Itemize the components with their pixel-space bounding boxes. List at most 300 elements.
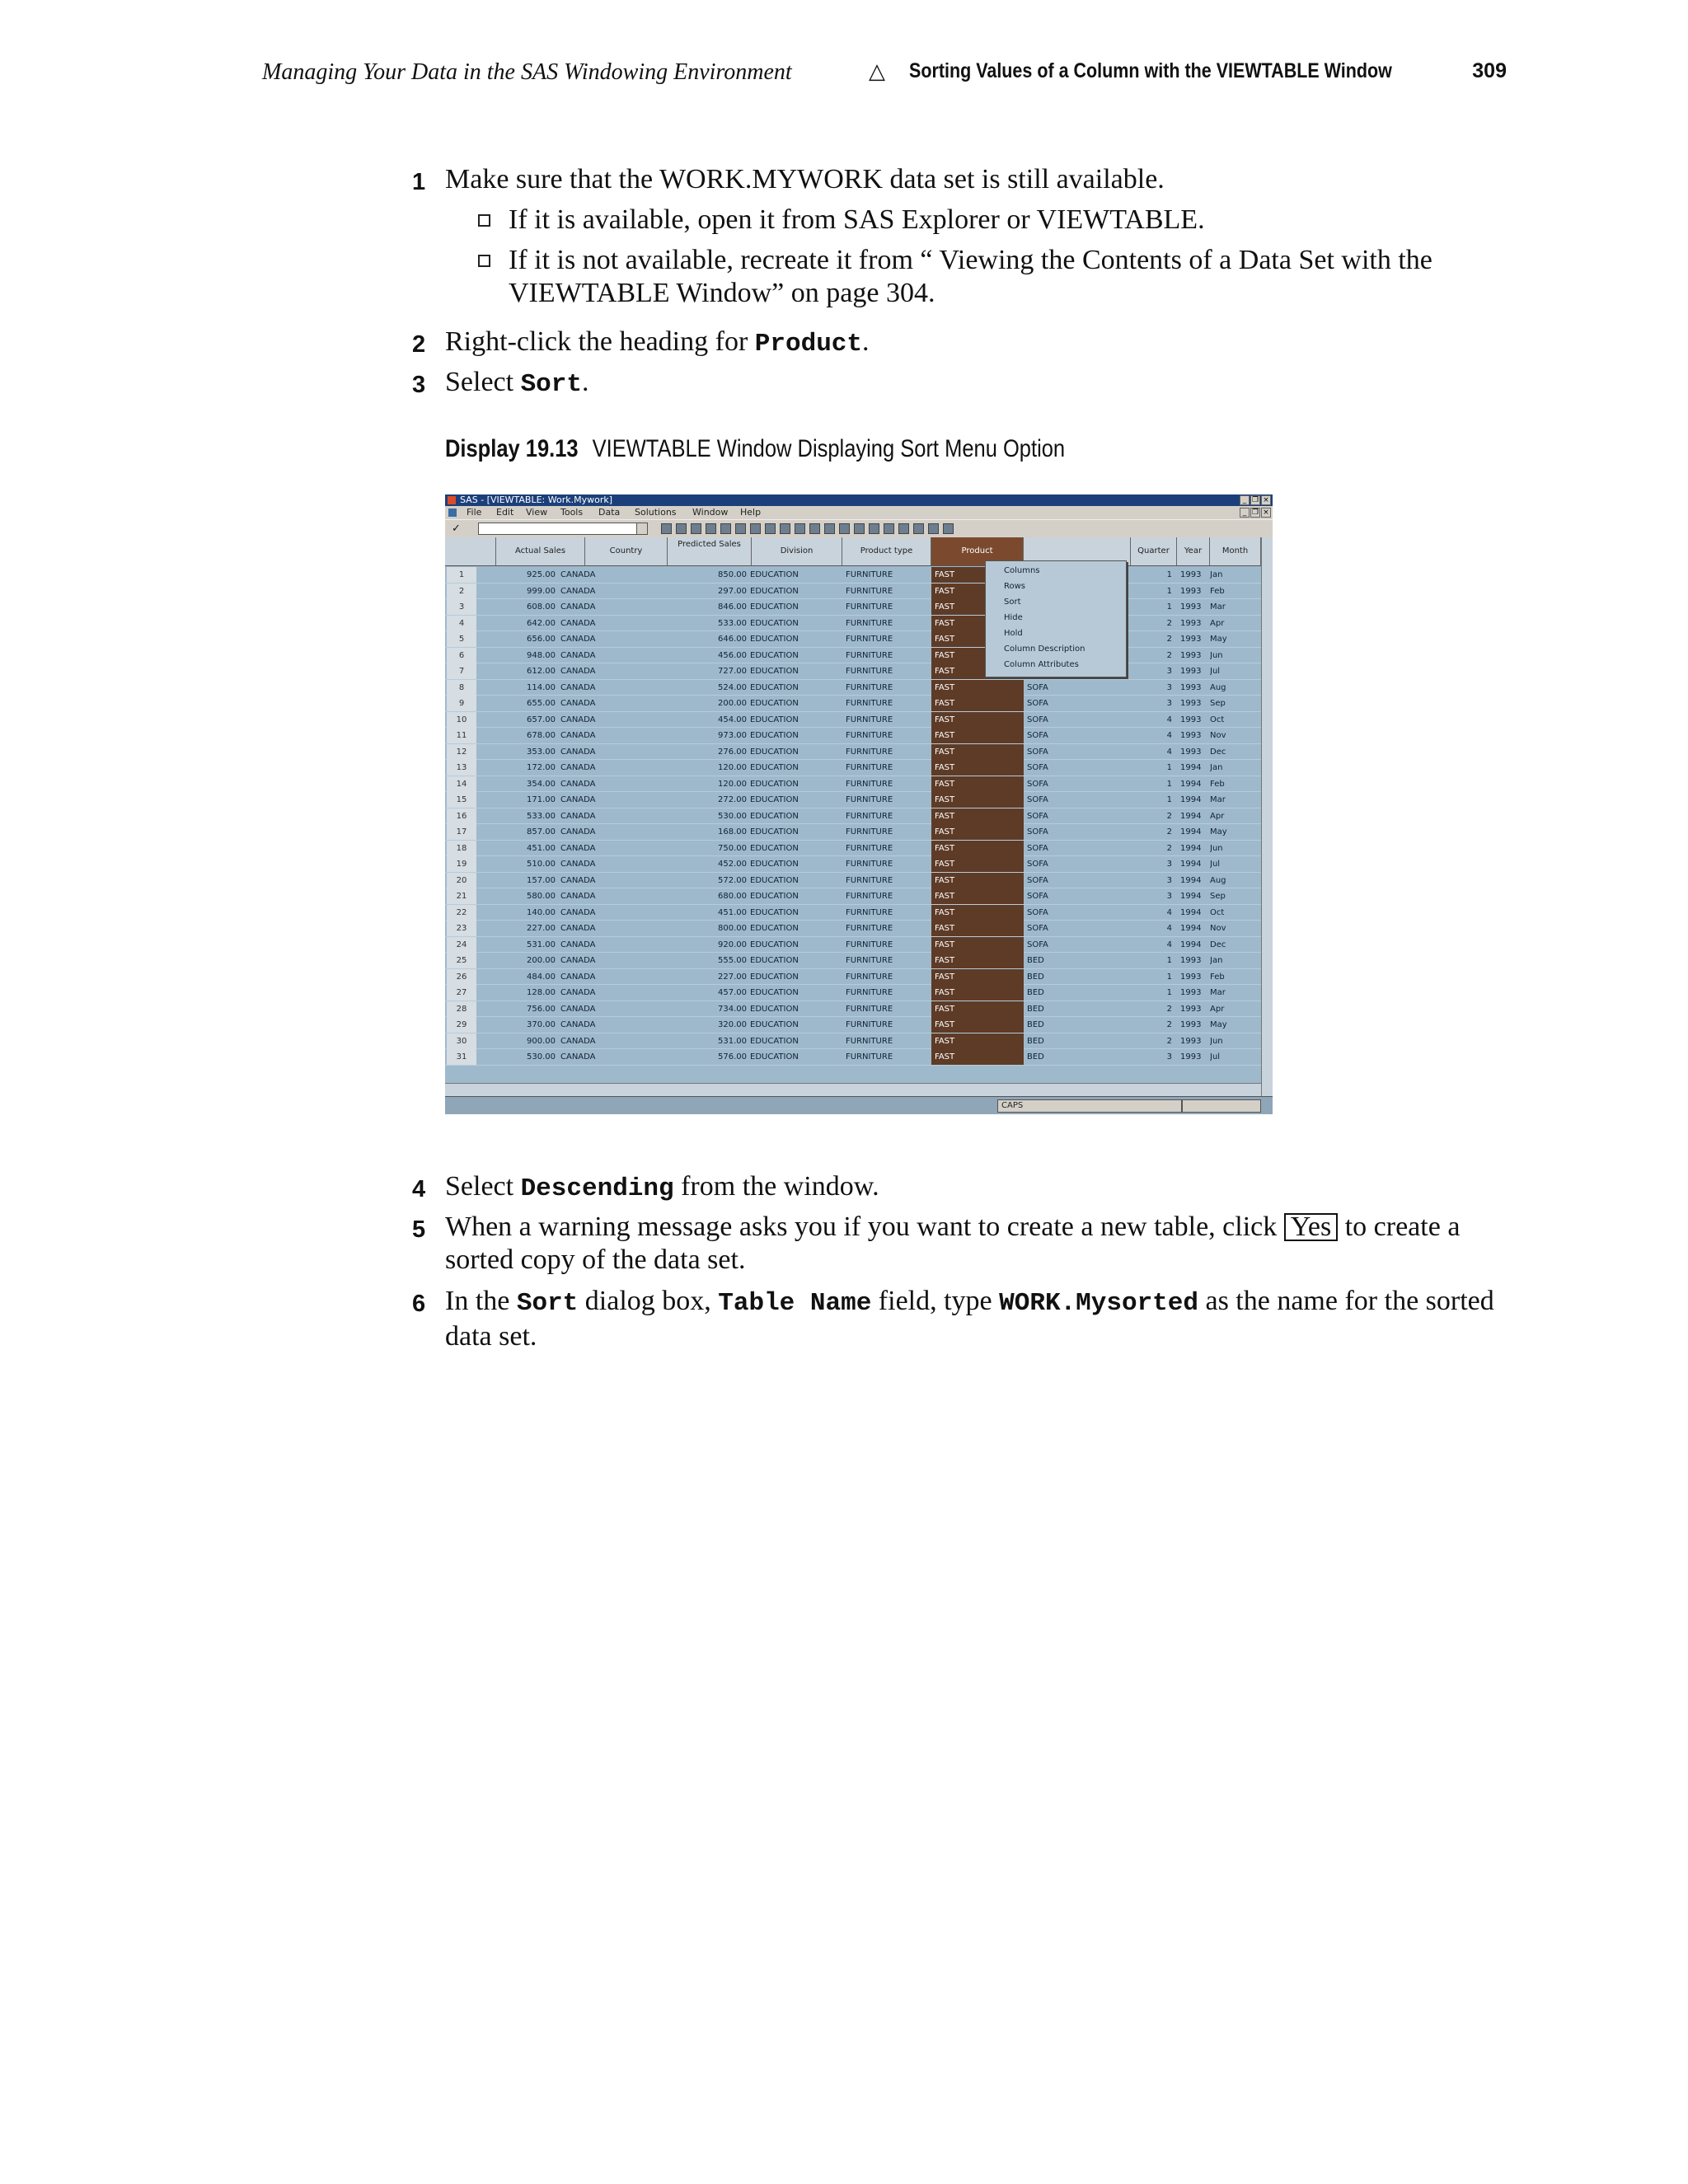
context-menu-column-attributes[interactable]: Column Attributes: [1004, 660, 1079, 669]
cell-product-type[interactable]: FURNITURE: [846, 1004, 893, 1014]
cell-division[interactable]: EDUCATION: [750, 956, 799, 965]
table-row[interactable]: [445, 905, 1261, 921]
table-row[interactable]: [445, 583, 1261, 600]
cell-year[interactable]: 1993: [1180, 618, 1202, 628]
table-row[interactable]: [445, 680, 1261, 696]
cell-quarter[interactable]: 3: [1166, 1052, 1172, 1062]
cell-country[interactable]: CANADA: [560, 667, 596, 676]
edit-icon[interactable]: [884, 523, 894, 534]
cell-actual-sales[interactable]: 612.00: [527, 667, 556, 676]
cell-product-type[interactable]: FURNITURE: [846, 940, 893, 949]
cell-product-type[interactable]: FURNITURE: [846, 1052, 893, 1062]
cell-product-name[interactable]: SOFA: [1027, 907, 1048, 917]
cell-country[interactable]: CANADA: [560, 747, 596, 757]
table-row[interactable]: [445, 1017, 1261, 1033]
cell-month[interactable]: Apr: [1210, 618, 1225, 628]
cell-quarter[interactable]: 2: [1166, 635, 1172, 644]
cell-product-type[interactable]: FURNITURE: [846, 763, 893, 772]
cell-actual-sales[interactable]: 451.00: [527, 843, 556, 853]
cell-division[interactable]: EDUCATION: [750, 667, 799, 676]
cell-product-name[interactable]: BED: [1027, 1004, 1044, 1014]
cell-product-type[interactable]: FURNITURE: [846, 618, 893, 628]
row-number[interactable]: 15: [447, 792, 476, 808]
cell-predicted-sales[interactable]: 320.00: [718, 1020, 747, 1029]
row-number[interactable]: 13: [447, 760, 476, 776]
table-view-icon[interactable]: [854, 523, 865, 534]
cell-month[interactable]: Apr: [1210, 811, 1225, 821]
cell-country[interactable]: CANADA: [560, 586, 596, 596]
cell-month[interactable]: Feb: [1210, 586, 1225, 596]
cell-actual-sales[interactable]: 925.00: [527, 570, 556, 579]
cell-country[interactable]: CANADA: [560, 940, 596, 949]
row-number[interactable]: 24: [447, 937, 476, 953]
cell-product-type[interactable]: FURNITURE: [846, 892, 893, 901]
table-row[interactable]: [445, 921, 1261, 937]
row-number[interactable]: 21: [447, 888, 476, 904]
cell-country[interactable]: CANADA: [560, 731, 596, 740]
cell-product[interactable]: FAST: [931, 937, 1024, 953]
cell-division[interactable]: EDUCATION: [750, 763, 799, 772]
cell-product-name[interactable]: SOFA: [1027, 731, 1048, 740]
cell-actual-sales[interactable]: 172.00: [527, 763, 556, 772]
cell-year[interactable]: 1994: [1180, 892, 1202, 901]
cell-month[interactable]: May: [1210, 1020, 1227, 1029]
cell-predicted-sales[interactable]: 727.00: [718, 667, 747, 676]
cell-predicted-sales[interactable]: 200.00: [718, 699, 747, 708]
row-number[interactable]: 2: [447, 583, 476, 599]
cell-actual-sales[interactable]: 128.00: [527, 988, 556, 997]
cell-product-type[interactable]: FURNITURE: [846, 843, 893, 853]
cell-year[interactable]: 1994: [1180, 827, 1202, 837]
cell-country[interactable]: CANADA: [560, 827, 596, 837]
cell-product-type[interactable]: FURNITURE: [846, 586, 893, 596]
cell-product[interactable]: FAST: [931, 567, 1024, 583]
cell-month[interactable]: Sep: [1210, 699, 1226, 708]
cell-product[interactable]: FAST: [931, 856, 1024, 872]
cell-product[interactable]: FAST: [931, 1049, 1024, 1065]
cell-actual-sales[interactable]: 510.00: [527, 860, 556, 869]
cell-country[interactable]: CANADA: [560, 1052, 596, 1062]
restore-icon[interactable]: ❐: [1251, 496, 1259, 504]
restore-icon[interactable]: ❐: [1251, 509, 1259, 517]
cell-quarter[interactable]: 2: [1166, 650, 1172, 660]
graph-icon[interactable]: [928, 523, 939, 534]
cell-product[interactable]: FAST: [931, 728, 1024, 743]
cell-division[interactable]: EDUCATION: [750, 570, 799, 579]
cell-product-name[interactable]: BED: [1027, 1052, 1044, 1062]
cell-actual-sales[interactable]: 655.00: [527, 699, 556, 708]
row-number[interactable]: 17: [447, 824, 476, 840]
cell-year[interactable]: 1993: [1180, 682, 1202, 692]
menu-edit[interactable]: Edit: [496, 507, 514, 518]
cell-product-name[interactable]: BED: [1027, 956, 1044, 965]
cell-month[interactable]: May: [1210, 827, 1227, 837]
row-number[interactable]: 6: [447, 648, 476, 663]
table-row[interactable]: [445, 856, 1261, 873]
cell-year[interactable]: 1994: [1180, 875, 1202, 885]
cell-product[interactable]: FAST: [931, 760, 1024, 776]
row-number[interactable]: 4: [447, 616, 476, 631]
row-number[interactable]: 9: [447, 696, 476, 711]
cell-country[interactable]: CANADA: [560, 763, 596, 772]
table-row[interactable]: [445, 728, 1261, 744]
cell-division[interactable]: EDUCATION: [750, 795, 799, 804]
context-menu-columns[interactable]: Columns: [1004, 566, 1040, 575]
cell-country[interactable]: CANADA: [560, 779, 596, 789]
cell-quarter[interactable]: 1: [1166, 972, 1172, 982]
cell-division[interactable]: EDUCATION: [750, 1052, 799, 1062]
header-division[interactable]: Division: [752, 537, 842, 565]
cell-division[interactable]: EDUCATION: [750, 602, 799, 612]
cell-division[interactable]: EDUCATION: [750, 747, 799, 757]
cell-product[interactable]: FAST: [931, 824, 1024, 840]
cell-year[interactable]: 1994: [1180, 795, 1202, 804]
cell-predicted-sales[interactable]: 750.00: [718, 843, 747, 853]
column-icon[interactable]: [869, 523, 879, 534]
cell-predicted-sales[interactable]: 452.00: [718, 860, 747, 869]
cell-actual-sales[interactable]: 608.00: [527, 602, 556, 612]
cell-country[interactable]: CANADA: [560, 715, 596, 724]
cell-product[interactable]: FAST: [931, 921, 1024, 936]
cell-product[interactable]: FAST: [931, 744, 1024, 760]
cell-predicted-sales[interactable]: 120.00: [718, 763, 747, 772]
cell-quarter[interactable]: 2: [1166, 827, 1172, 837]
cell-predicted-sales[interactable]: 846.00: [718, 602, 747, 612]
cell-year[interactable]: 1993: [1180, 747, 1202, 757]
table-row[interactable]: [445, 937, 1261, 954]
row-number[interactable]: 14: [447, 776, 476, 792]
help-icon[interactable]: [943, 523, 954, 534]
table-row[interactable]: [445, 1049, 1261, 1066]
cell-division[interactable]: EDUCATION: [750, 699, 799, 708]
cell-predicted-sales[interactable]: 555.00: [718, 956, 747, 965]
cell-year[interactable]: 1993: [1180, 667, 1202, 676]
cell-month[interactable]: Jan: [1210, 956, 1223, 965]
cell-country[interactable]: CANADA: [560, 795, 596, 804]
cell-division[interactable]: EDUCATION: [750, 586, 799, 596]
cell-product-type[interactable]: FURNITURE: [846, 715, 893, 724]
menu-data[interactable]: Data: [598, 507, 621, 518]
cell-quarter[interactable]: 2: [1166, 618, 1172, 628]
cell-product-type[interactable]: FURNITURE: [846, 699, 893, 708]
cell-actual-sales[interactable]: 200.00: [527, 956, 556, 965]
cell-quarter[interactable]: 4: [1166, 940, 1172, 949]
cell-month[interactable]: Jun: [1210, 650, 1223, 660]
cell-actual-sales[interactable]: 900.00: [527, 1036, 556, 1046]
row-number[interactable]: 3: [447, 599, 476, 615]
table-row[interactable]: [445, 599, 1261, 616]
row-number[interactable]: 8: [447, 680, 476, 696]
context-menu-column-description[interactable]: Column Description: [1004, 644, 1085, 654]
cell-quarter[interactable]: 1: [1166, 570, 1172, 579]
table-row[interactable]: [445, 648, 1261, 664]
cell-division[interactable]: EDUCATION: [750, 972, 799, 982]
command-input[interactable]: [478, 523, 648, 535]
cell-year[interactable]: 1994: [1180, 860, 1202, 869]
header-country[interactable]: Country: [585, 537, 668, 565]
cell-year[interactable]: 1993: [1180, 1036, 1202, 1046]
cell-product-type[interactable]: FURNITURE: [846, 795, 893, 804]
cell-predicted-sales[interactable]: 646.00: [718, 635, 747, 644]
cell-actual-sales[interactable]: 756.00: [527, 1004, 556, 1014]
cell-actual-sales[interactable]: 370.00: [527, 1020, 556, 1029]
cell-product[interactable]: FAST: [931, 776, 1024, 792]
cell-quarter[interactable]: 2: [1166, 843, 1172, 853]
table-row[interactable]: [445, 631, 1261, 648]
cell-quarter[interactable]: 3: [1166, 699, 1172, 708]
cell-predicted-sales[interactable]: 680.00: [718, 892, 747, 901]
row-number[interactable]: 11: [447, 728, 476, 743]
cell-actual-sales[interactable]: 580.00: [527, 892, 556, 901]
table-row[interactable]: [445, 712, 1261, 729]
sort-icon[interactable]: [809, 523, 820, 534]
cell-product[interactable]: FAST: [931, 631, 1024, 647]
cell-division[interactable]: EDUCATION: [750, 1036, 799, 1046]
cell-country[interactable]: CANADA: [560, 843, 596, 853]
menu-file[interactable]: File: [467, 507, 482, 518]
cell-product-name[interactable]: SOFA: [1027, 795, 1048, 804]
vertical-scrollbar[interactable]: [1261, 537, 1273, 1096]
cell-product-name[interactable]: SOFA: [1027, 940, 1048, 949]
cell-division[interactable]: EDUCATION: [750, 1004, 799, 1014]
cell-division[interactable]: EDUCATION: [750, 940, 799, 949]
cell-product-type[interactable]: FURNITURE: [846, 731, 893, 740]
cell-division[interactable]: EDUCATION: [750, 860, 799, 869]
cell-country[interactable]: CANADA: [560, 924, 596, 933]
cell-month[interactable]: Jul: [1210, 1052, 1221, 1062]
cell-product[interactable]: FAST: [931, 648, 1024, 663]
cell-predicted-sales[interactable]: 120.00: [718, 779, 747, 789]
row-number[interactable]: 1: [447, 567, 476, 583]
cell-division[interactable]: EDUCATION: [750, 1020, 799, 1029]
header-actual-sales[interactable]: Actual Sales: [496, 537, 585, 565]
cell-product[interactable]: FAST: [931, 599, 1024, 615]
cell-product-type[interactable]: FURNITURE: [846, 747, 893, 757]
cell-year[interactable]: 1993: [1180, 635, 1202, 644]
cell-product[interactable]: FAST: [931, 616, 1024, 631]
cell-quarter[interactable]: 4: [1166, 907, 1172, 917]
cell-product-type[interactable]: FURNITURE: [846, 924, 893, 933]
context-menu-hide[interactable]: Hide: [1004, 613, 1023, 622]
cell-year[interactable]: 1993: [1180, 715, 1202, 724]
cell-month[interactable]: Jun: [1210, 843, 1223, 853]
row-number[interactable]: 12: [447, 744, 476, 760]
where-icon[interactable]: [824, 523, 835, 534]
cell-product-type[interactable]: FURNITURE: [846, 972, 893, 982]
table-row[interactable]: [445, 616, 1261, 632]
row-number[interactable]: 19: [447, 856, 476, 872]
cell-division[interactable]: EDUCATION: [750, 924, 799, 933]
cell-product-name[interactable]: SOFA: [1027, 924, 1048, 933]
cell-quarter[interactable]: 3: [1166, 682, 1172, 692]
cut-icon[interactable]: [735, 523, 746, 534]
cell-country[interactable]: CANADA: [560, 618, 596, 628]
cell-quarter[interactable]: 4: [1166, 924, 1172, 933]
properties-icon[interactable]: [898, 523, 909, 534]
cell-quarter[interactable]: 1: [1166, 779, 1172, 789]
row-number[interactable]: 31: [447, 1049, 476, 1065]
context-menu-rows[interactable]: Rows: [1004, 582, 1026, 591]
cell-predicted-sales[interactable]: 973.00: [718, 731, 747, 740]
cell-country[interactable]: CANADA: [560, 1036, 596, 1046]
cell-month[interactable]: Jul: [1210, 860, 1221, 869]
cell-quarter[interactable]: 4: [1166, 731, 1172, 740]
cell-country[interactable]: CANADA: [560, 699, 596, 708]
header-predicted-sales[interactable]: Predicted Sales: [668, 537, 752, 565]
row-number[interactable]: 7: [447, 663, 476, 679]
cell-country[interactable]: CANADA: [560, 972, 596, 982]
cell-predicted-sales[interactable]: 276.00: [718, 747, 747, 757]
cell-actual-sales[interactable]: 227.00: [527, 924, 556, 933]
table-row[interactable]: [445, 792, 1261, 808]
cell-quarter[interactable]: 4: [1166, 747, 1172, 757]
cell-actual-sales[interactable]: 354.00: [527, 779, 556, 789]
table-row[interactable]: [445, 808, 1261, 825]
cell-product-type[interactable]: FURNITURE: [846, 779, 893, 789]
row-number[interactable]: 10: [447, 712, 476, 728]
cell-month[interactable]: Mar: [1210, 988, 1226, 997]
row-number[interactable]: 5: [447, 631, 476, 647]
cell-product[interactable]: FAST: [931, 1033, 1024, 1049]
table-row[interactable]: [445, 873, 1261, 889]
row-number[interactable]: 18: [447, 841, 476, 856]
cell-product-name[interactable]: BED: [1027, 1020, 1044, 1029]
cell-actual-sales[interactable]: 642.00: [527, 618, 556, 628]
cell-division[interactable]: EDUCATION: [750, 907, 799, 917]
cell-division[interactable]: EDUCATION: [750, 682, 799, 692]
cell-division[interactable]: EDUCATION: [750, 650, 799, 660]
cell-product[interactable]: FAST: [931, 696, 1024, 711]
cell-quarter[interactable]: 2: [1166, 1004, 1172, 1014]
cell-division[interactable]: EDUCATION: [750, 875, 799, 885]
cell-product-type[interactable]: FURNITURE: [846, 907, 893, 917]
cell-quarter[interactable]: 1: [1166, 586, 1172, 596]
cell-month[interactable]: Jul: [1210, 667, 1221, 676]
cell-product-type[interactable]: FURNITURE: [846, 650, 893, 660]
context-menu-sort[interactable]: Sort: [1004, 598, 1021, 607]
cell-product[interactable]: FAST: [931, 873, 1024, 888]
new-icon[interactable]: [661, 523, 672, 534]
cell-product-type[interactable]: FURNITURE: [846, 635, 893, 644]
row-number[interactable]: 20: [447, 873, 476, 888]
cell-actual-sales[interactable]: 857.00: [527, 827, 556, 837]
cell-predicted-sales[interactable]: 800.00: [718, 924, 747, 933]
zoom-icon[interactable]: [913, 523, 924, 534]
cell-product[interactable]: FAST: [931, 663, 1024, 679]
cell-division[interactable]: EDUCATION: [750, 715, 799, 724]
cell-country[interactable]: CANADA: [560, 892, 596, 901]
table-row[interactable]: [445, 760, 1261, 776]
cell-quarter[interactable]: 2: [1166, 1036, 1172, 1046]
cell-country[interactable]: CANADA: [560, 860, 596, 869]
cell-actual-sales[interactable]: 656.00: [527, 635, 556, 644]
cell-product[interactable]: FAST: [931, 953, 1024, 968]
cell-predicted-sales[interactable]: 530.00: [718, 811, 747, 821]
cell-year[interactable]: 1994: [1180, 843, 1202, 853]
cell-product[interactable]: FAST: [931, 712, 1024, 728]
cell-predicted-sales[interactable]: 524.00: [718, 682, 747, 692]
cell-year[interactable]: 1994: [1180, 940, 1202, 949]
undo-icon[interactable]: [780, 523, 790, 534]
cell-quarter[interactable]: 2: [1166, 1020, 1172, 1029]
cell-month[interactable]: Mar: [1210, 795, 1226, 804]
cell-product[interactable]: FAST: [931, 1017, 1024, 1033]
cell-actual-sales[interactable]: 114.00: [527, 682, 556, 692]
cell-year[interactable]: 1993: [1180, 699, 1202, 708]
table-row[interactable]: [445, 1001, 1261, 1018]
cell-predicted-sales[interactable]: 531.00: [718, 1036, 747, 1046]
cell-month[interactable]: Sep: [1210, 892, 1226, 901]
cell-product-name[interactable]: BED: [1027, 1036, 1044, 1046]
cell-year[interactable]: 1994: [1180, 763, 1202, 772]
header-year[interactable]: Year: [1177, 537, 1210, 565]
cell-division[interactable]: EDUCATION: [750, 811, 799, 821]
cell-actual-sales[interactable]: 140.00: [527, 907, 556, 917]
cell-product-type[interactable]: FURNITURE: [846, 988, 893, 997]
cell-division[interactable]: EDUCATION: [750, 988, 799, 997]
cell-predicted-sales[interactable]: 272.00: [718, 795, 747, 804]
cell-product-name[interactable]: SOFA: [1027, 715, 1048, 724]
cell-predicted-sales[interactable]: 920.00: [718, 940, 747, 949]
cell-month[interactable]: Jan: [1210, 570, 1223, 579]
header-product-type[interactable]: Product type: [842, 537, 931, 565]
form-view-icon[interactable]: [839, 523, 850, 534]
cell-year[interactable]: 1994: [1180, 924, 1202, 933]
print-icon[interactable]: [706, 523, 716, 534]
cell-predicted-sales[interactable]: 297.00: [718, 586, 747, 596]
cell-month[interactable]: Dec: [1210, 940, 1226, 949]
table-row[interactable]: [445, 1033, 1261, 1050]
cell-quarter[interactable]: 1: [1166, 988, 1172, 997]
cell-product-type[interactable]: FURNITURE: [846, 570, 893, 579]
cell-predicted-sales[interactable]: 457.00: [718, 988, 747, 997]
cell-product-name[interactable]: SOFA: [1027, 875, 1048, 885]
row-number[interactable]: 16: [447, 808, 476, 824]
cell-product-type[interactable]: FURNITURE: [846, 956, 893, 965]
table-row[interactable]: [445, 744, 1261, 761]
table-row[interactable]: [445, 953, 1261, 969]
cell-division[interactable]: EDUCATION: [750, 635, 799, 644]
cell-quarter[interactable]: 3: [1166, 875, 1172, 885]
cell-country[interactable]: CANADA: [560, 682, 596, 692]
cell-quarter[interactable]: 4: [1166, 715, 1172, 724]
cell-year[interactable]: 1993: [1180, 988, 1202, 997]
cell-product[interactable]: FAST: [931, 680, 1024, 696]
row-number[interactable]: 25: [447, 953, 476, 968]
cell-product[interactable]: FAST: [931, 583, 1024, 599]
header-quarter[interactable]: Quarter: [1131, 537, 1177, 565]
cell-product-type[interactable]: FURNITURE: [846, 875, 893, 885]
row-number[interactable]: 23: [447, 921, 476, 936]
cell-product-type[interactable]: FURNITURE: [846, 602, 893, 612]
cell-actual-sales[interactable]: 353.00: [527, 747, 556, 757]
cell-product-type[interactable]: FURNITURE: [846, 827, 893, 837]
cell-product-name[interactable]: SOFA: [1027, 763, 1048, 772]
cell-month[interactable]: Feb: [1210, 779, 1225, 789]
cell-division[interactable]: EDUCATION: [750, 827, 799, 837]
cell-month[interactable]: Oct: [1210, 715, 1225, 724]
cell-month[interactable]: Mar: [1210, 602, 1226, 612]
row-number[interactable]: 26: [447, 969, 476, 985]
cell-product-type[interactable]: FURNITURE: [846, 811, 893, 821]
cell-month[interactable]: Nov: [1210, 924, 1226, 933]
cell-division[interactable]: EDUCATION: [750, 731, 799, 740]
cell-country[interactable]: CANADA: [560, 875, 596, 885]
table-row[interactable]: [445, 663, 1261, 680]
cell-product-name[interactable]: SOFA: [1027, 699, 1048, 708]
cell-predicted-sales[interactable]: 734.00: [718, 1004, 747, 1014]
cell-product-type[interactable]: FURNITURE: [846, 860, 893, 869]
